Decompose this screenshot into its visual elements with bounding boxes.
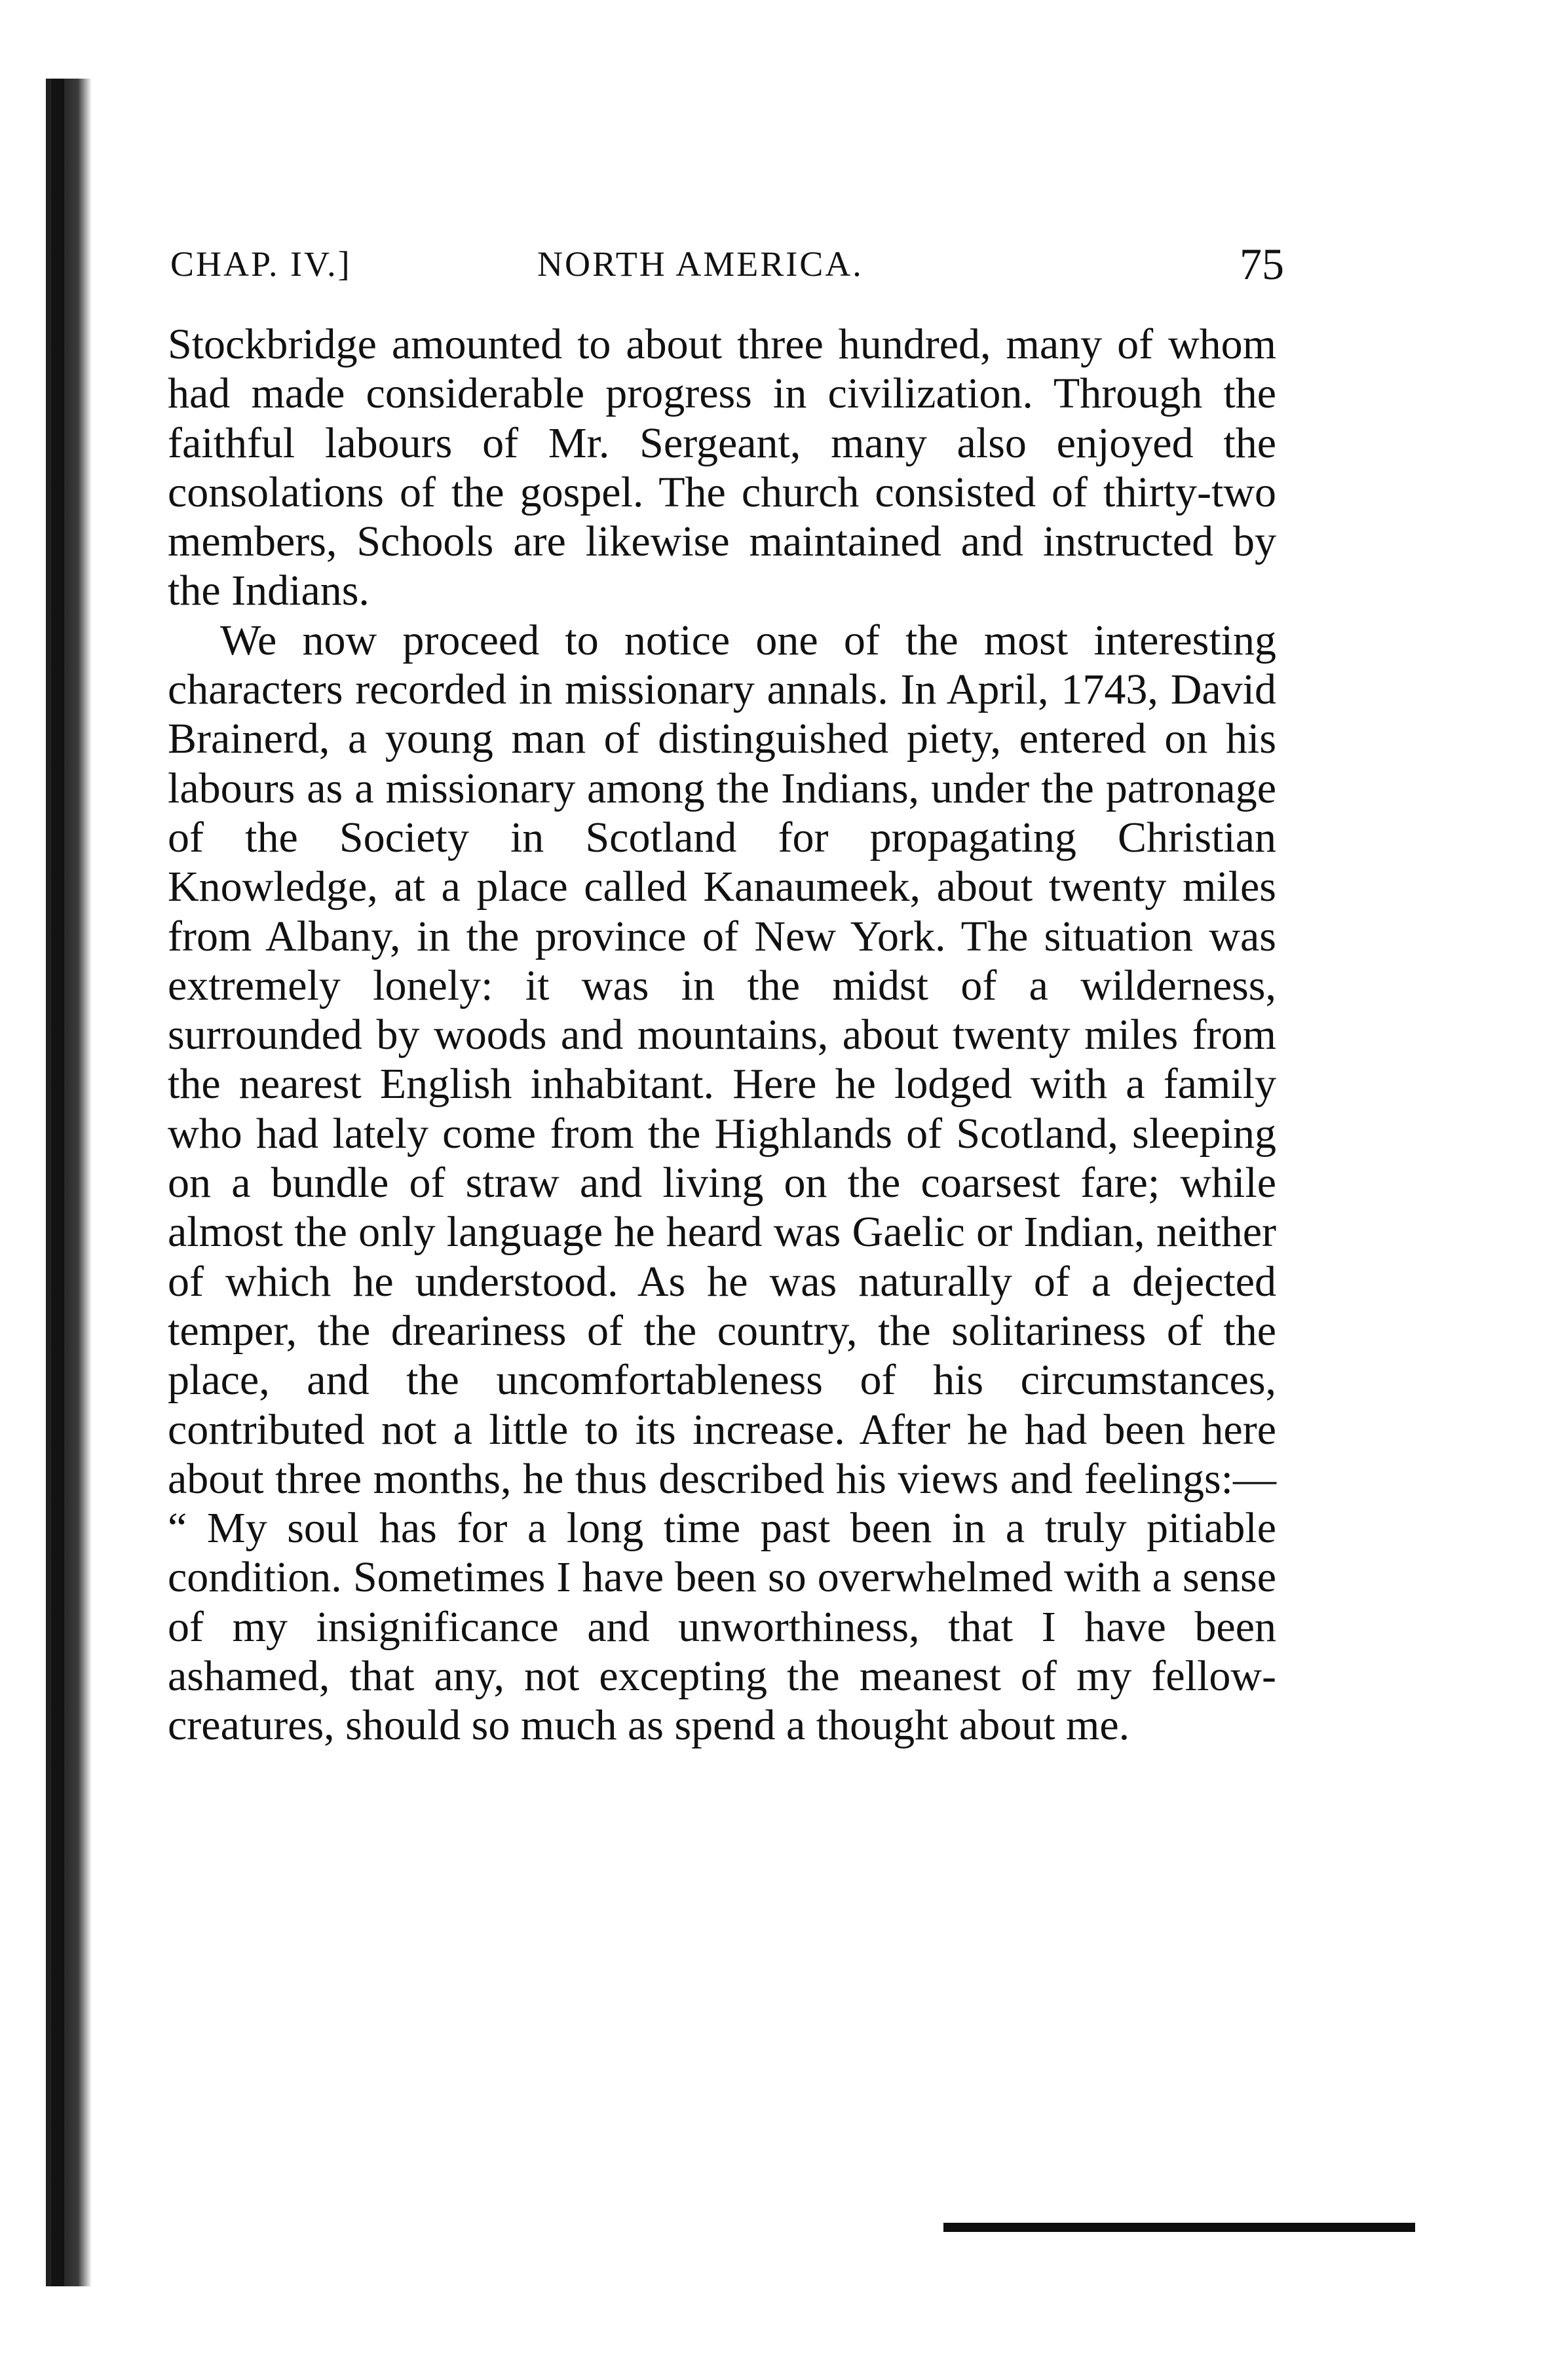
body-text [168, 320, 1276, 1750]
footer-rule [943, 2223, 1415, 2232]
running-title: NORTH AMERICA. [537, 244, 863, 284]
paragraph-continuation: Stockbridge amounted to about three hundred, many of whom had made considerable progress in civilization. Through the faithful labours of Mr. Sergeant, many also enjoyed the consolations of the gospel. The church consisted of thirty-two members, Schools are likewise maintained and instructed by the Indians. [168, 320, 1276, 615]
binding-gutter-shadow [46, 79, 92, 2286]
paragraph-brainerd: We now proceed to notice one of the most interesting characters recorded in missionary annals. In April, 1743, David Brainerd, a young man of distinguished piety, entered on his labours as a missionary among the Indians, under the patronage of the Society in Scotland for propagating Christian Knowledge, at a place called Kanaumeek, about twenty miles from Albany, in the province of New York. The situation was extremely lonely: it was in the midst of a wilderness, surrounded by woods and mountains, about twenty miles from the nearest English inhabitant. Here he lodged with a family who had lately come from the Highlands of Scotland, sleeping on a bundle of straw and living on the coarsest fare; while almost the only language he heard was Gaelic or Indian, neither of which he understood. As he was naturally of a dejected temper, the dreariness of the country, the solitariness of the place, and the uncomfortableness of his circumstances, contributed not a little to its increase. After he had been here about three months, he thus described his views and feelings:— “ My soul has for a long time past been in a truly pitiable condition. Sometimes I have been so overwhelmed with a sense of my insignificance and unworthiness, that I have been ashamed, that any, not excepting the meanest of my fellow-creatures, should so much as spend a thought about me. [168, 616, 1276, 1750]
page-number: 75 [1240, 239, 1284, 289]
chapter-label: CHAP. IV.] [170, 244, 352, 284]
running-head [170, 239, 1284, 296]
